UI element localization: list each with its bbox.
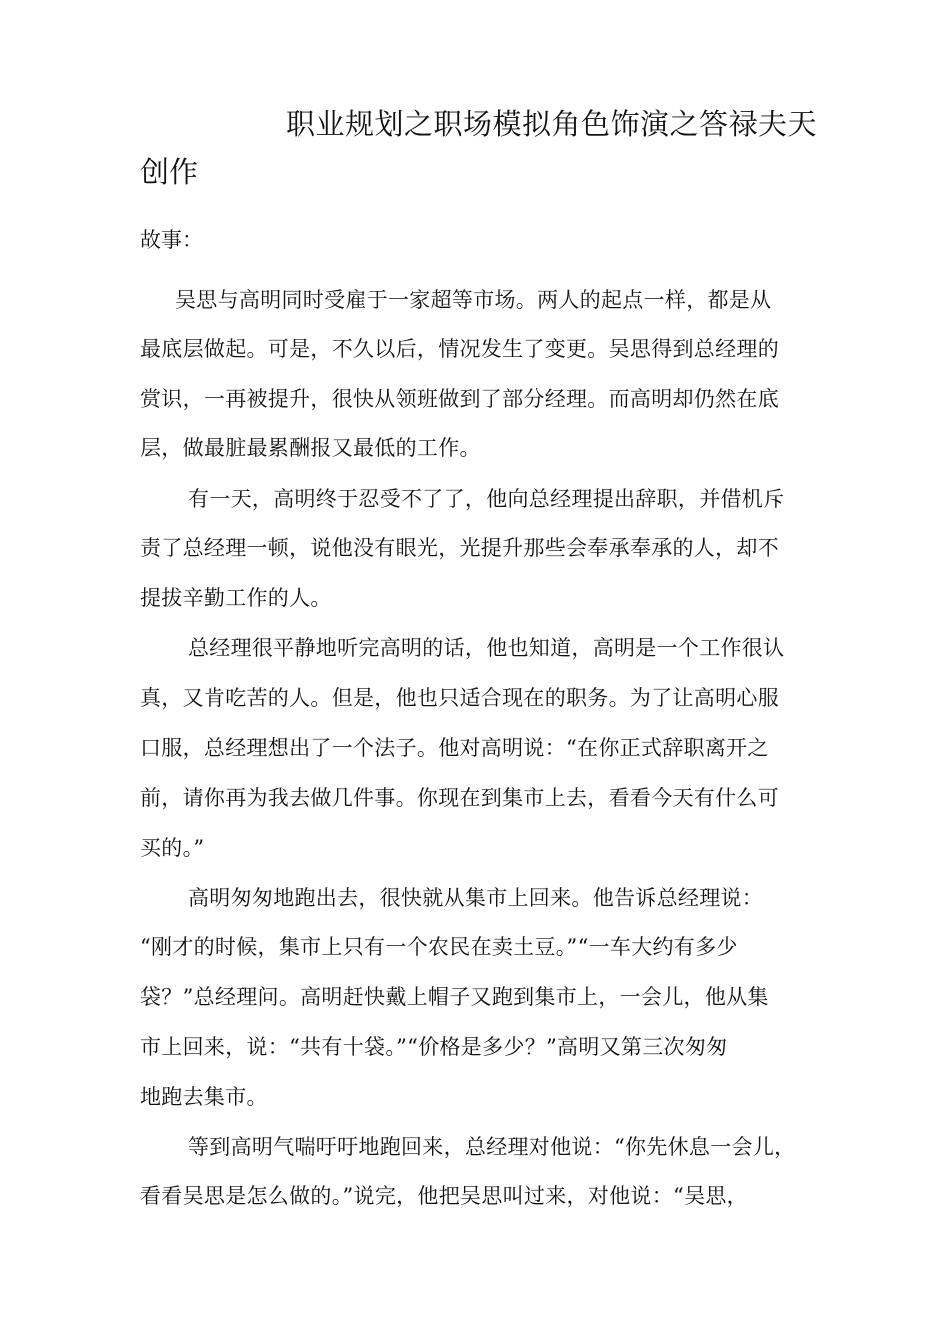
paragraph-line: “刚才的时候，集市上只有一个农民在卖土豆。”“一车大约有多少	[140, 935, 738, 959]
section-label: 故事：	[140, 228, 203, 252]
document-title-continued: 创作	[140, 155, 199, 189]
paragraph-line: 等到高明气喘吁吁地跑回来，总经理对他说：“你先休息一会儿，	[188, 1135, 796, 1159]
paragraph-line: 层，做最脏最累酬报又最低的工作。	[140, 436, 481, 460]
paragraph-line: 吴思与高明同时受雇于一家超等市场。两人的起点一样，都是从	[175, 288, 772, 312]
document-title: 职业规划之职场模拟角色饰演之答禄夫天	[286, 107, 818, 141]
paragraph-line: 袋？”总经理问。高明赶快戴上帽子又跑到集市上，一会儿，他从集	[140, 985, 769, 1009]
paragraph-line: 提拔辛勤工作的人。	[140, 586, 332, 610]
paragraph-line: 赏识，一再被提升，很快从领班做到了部分经理。而高明却仍然在底	[140, 387, 779, 411]
paragraph-line: 真，又肯吃苦的人。但是，他也只适合现在的职务。为了让高明心服	[140, 686, 779, 710]
paragraph-line: 前，请你再为我去做几件事。你现在到集市上去，看看今天有什么可	[140, 786, 779, 810]
paragraph-line: 口服，总经理想出了一个法子。他对高明说：“在你正式辞职离开之	[140, 736, 769, 760]
paragraph-line: 看看吴思是怎么做的。”说完，他把吴思叫过来，对他说：“吴思，	[140, 1184, 748, 1208]
paragraph-line: 有一天，高明终于忍受不了了，他向总经理提出辞职，并借机斥	[188, 487, 785, 511]
paragraph-line: 总经理很平静地听完高明的话，他也知道，高明是一个工作很认	[188, 636, 785, 660]
paragraph-line: 责了总经理一顿，说他没有眼光，光提升那些会奉承奉承的人，却不	[140, 536, 779, 560]
paragraph-line: 高明匆匆地跑出去，很快就从集市上回来。他告诉总经理说：	[188, 886, 764, 910]
paragraph-line: 最底层做起。可是，不久以后，情况发生了变更。吴思得到总经理的	[140, 337, 779, 361]
paragraph-line: 买的。”	[140, 836, 205, 860]
paragraph-line: 地跑去集市。	[140, 1085, 268, 1109]
paragraph-line: 市上回来，说：“共有十袋。”“价格是多少？”高明又第三次匆匆	[140, 1035, 728, 1059]
